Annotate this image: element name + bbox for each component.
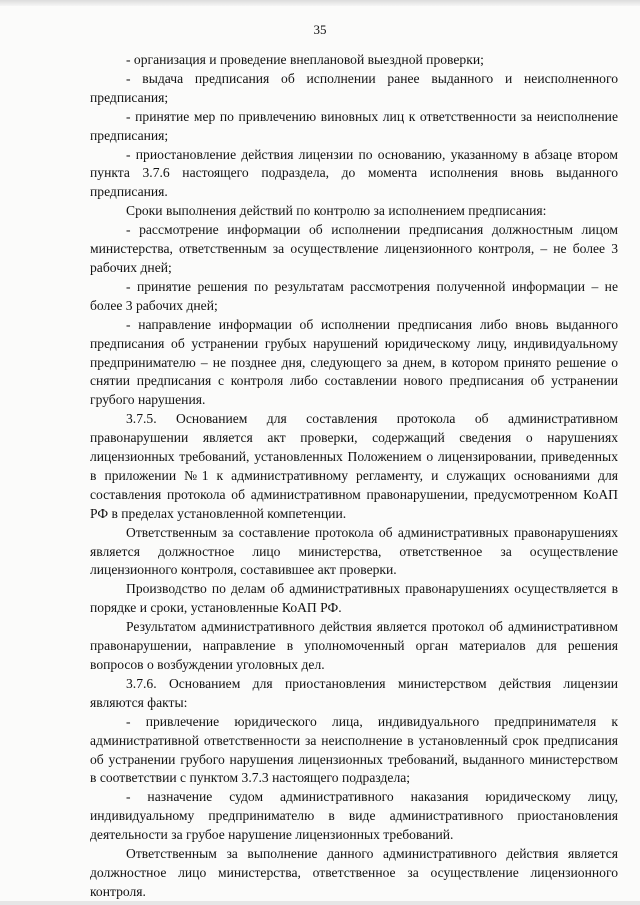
paragraph: Производство по делам об административных правонарушениях осуществляется в порядке и сроки, установленные КоАП РФ. bbox=[90, 581, 618, 616]
section-3-7-5-paragraph: 3.7.5. Основанием для составления протокола об административном правонарушении является акт проверки, содержащий сведения о нарушениях лицензионных требований, установленных Положением о лицензировании, приведенных в приложении №1 к административному регламенту, и служащих основаниями для составления протокола об административном правонарушении, предусмотренном КоАП РФ в пределах установленной компетенции. bbox=[90, 411, 618, 521]
list-item: - организация и проведение внеплановой выездной проверки; bbox=[126, 52, 484, 67]
list-item: - назначение судом административного наказания юридическому лицу, индивидуальному предпринимателю в виде административного приостановления деятельности за грубое нарушение лицензионных требований. bbox=[90, 789, 618, 843]
section-3-7-6-paragraph: 3.7.6. Основанием для приостановления министерством действия лицензии являются факты: bbox=[90, 675, 618, 710]
list-item: - привлечение юридического лица, индивидуального предпринимателя к административной ответственности за неисполнение в установленный срок предписания об устранении грубого нарушения лицензионных требований, выданного министерством в соответствии с пунктом 3.7.3 настоящего подраздела; bbox=[90, 713, 618, 786]
list-item: - приостановление действия лицензии по основанию, указанному в абзаце втором пункта 3.7.6 настоящего подраздела, до момента исполнения вновь выданного предписания. bbox=[90, 146, 618, 200]
list-item: - принятие мер по привлечению виновных лиц к ответственности за неисполнение предписания; bbox=[90, 108, 618, 143]
list-item: - выдача предписания об исполнении ранее выданного и неисполненного предписания; bbox=[90, 70, 618, 105]
scan-edge-top bbox=[0, 0, 640, 6]
list-item: - направление информации об исполнении предписания либо вновь выданного предписания об устранении грубых нарушений юридическому лицу, индивидуальному предпринимателю – не позднее дня, следующего за днем, в котором принято решение о снятии предписания с контроля либо составлении нового предписания об устранении грубого нарушения. bbox=[90, 316, 618, 408]
list-item: - принятие решения по результатам рассмотрения полученной информации – не более 3 рабочих дней; bbox=[90, 278, 618, 313]
paragraph: Ответственным за выполнение данного административного действия является должностное лицо министерства, ответственное за осуществление лицензионного контроля. bbox=[90, 846, 618, 899]
list-item: - рассмотрение информации об исполнении предписания должностным лицом министерства, ответственным за осуществление лицензионного контроля, – не более 3 рабочих дней; bbox=[90, 222, 618, 275]
paragraph: Результатом административного действия является протокол об административном правонарушении, направление в уполномоченный орган материалов для решения вопросов о возбуждении уголовных дел. bbox=[90, 619, 618, 672]
scan-edge-bottom bbox=[0, 901, 640, 905]
document-body bbox=[90, 51, 618, 902]
page-number: 35 bbox=[313, 22, 327, 37]
paragraph: Ответственным за составление протокола об административных правонарушениях является должностное лицо министерства, ответственное за осуществление лицензионного контроля, составившее акт проверки. bbox=[90, 524, 618, 578]
paragraph: Сроки выполнения действий по контролю за исполнением предписания: bbox=[126, 203, 547, 219]
